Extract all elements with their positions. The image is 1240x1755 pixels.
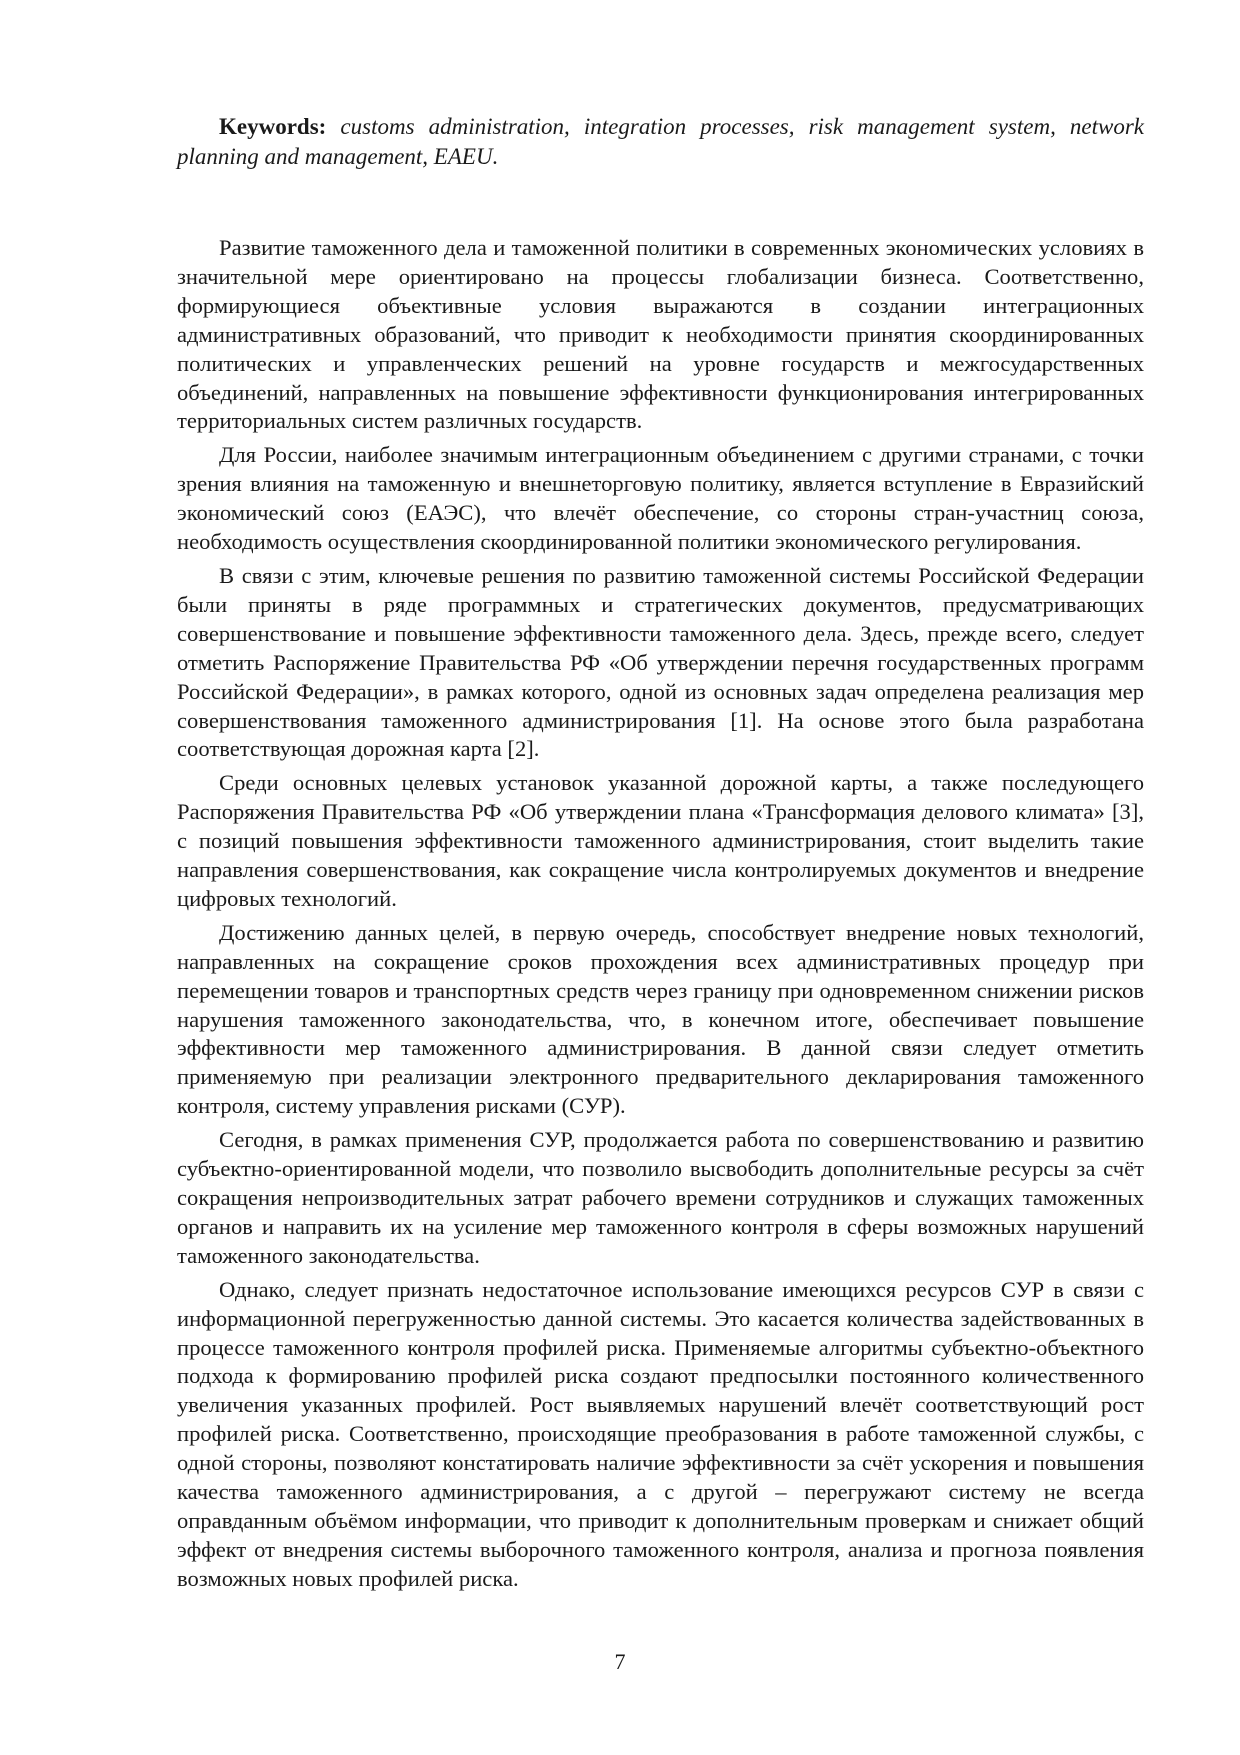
keywords-text: customs administration, integration processes, risk management system, network planning and management, EAEU.	[177, 114, 1144, 169]
article-body	[177, 234, 1144, 1594]
paragraph: Среди основных целевых установок указанной дорожной карты, а также последующего Распоряжения Правительства РФ «Об утверждении плана «Трансформация делового климата» [3], с позиций повышения эффективности таможенного администрирования, стоит выделить такие направления совершенствования, как сокращение числа контролируемых документов и внедрение цифровых технологий.	[177, 770, 1144, 911]
paragraph: Достижению данных целей, в первую очередь, способствует внедрение новых технологий, направленных на сокращение сроков прохождения всех административных процедур при перемещении товаров и транспортных средств через границу при одновременном снижении рисков нарушения таможенного законодательства, что, в конечном итоге, обеспечивает повышение эффективности мер таможенного администрирования. В данной связи следует отметить применяемую при реализации электронного предварительного декларирования таможенного контроля, систему управления рисками (СУР).	[177, 919, 1144, 1119]
paragraph: Развитие таможенного дела и таможенной политики в современных экономических условиях в значительной мере ориентировано на процессы глобализации бизнеса. Соответственно, формирующиеся объективные условия выражаются в создании интеграционных административных образований, что приводит к необходимости принятия скоординированных политических и управленческих решений на уровне государств и межгосударственных объединений, направленных на повышение эффективности функционирования интегрированных территориальных систем различных государств.	[177, 235, 1144, 434]
paragraph: Однако, следует признать недостаточное использование имеющихся ресурсов СУР в связи с информационной перегруженностью данной системы. Это касается количества задействованных в процессе таможенного контроля профилей риска. Применяемые алгоритмы субъектно-объектного подхода к формированию профилей риска создают предпосылки постоянного количественного увеличения указанных профилей. Рост выявляемых нарушений влечёт соответствующий рост профилей риска. Соответственно, происходящие преобразования в работе таможенной службы, с одной стороны, позволяют констатировать наличие эффективности за счёт ускорения и повышения качества таможенного администрирования, а с другой – перегружают систему не всегда оправданным объёмом информации, что приводит к дополнительным проверкам и снижает общий эффект от внедрения системы выборочного таможенного контроля, анализа и прогноза появления возможных новых профилей риска.	[177, 1276, 1144, 1591]
page-number: 7	[614, 1649, 626, 1674]
keywords-label: Keywords:	[219, 114, 327, 139]
paragraph: Сегодня, в рамках применения СУР, продолжается работа по совершенствованию и развитию субъектно-ориентированной модели, что позволило высвободить дополнительные ресурсы за счёт сокращения непроизводительных затрат рабочего времени сотрудников и служащих таможенных органов и направить их на усиление мер таможенного контроля в сферы возможных нарушений таможенного законодательства.	[177, 1127, 1144, 1268]
keywords-line	[177, 112, 1144, 172]
paragraph: Для России, наиболее значимым интеграционным объединением с другими странами, с точки зрения влияния на таможенную и внешнеторговую политику, является вступление в Евразийский экономический союз (ЕАЭС), что влечёт обеспечение, со стороны стран-участниц союза, необходимость осуществления скоординированной политики экономического регулирования.	[177, 442, 1144, 555]
page-content	[177, 112, 1144, 1599]
paragraph: В связи с этим, ключевые решения по развитию таможенной системы Российской Федерации были приняты в ряде программных и стратегических документов, предусматривающих совершенствование и повышение эффективности таможенного дела. Здесь, прежде всего, следует отметить Распоряжение Правительства РФ «Об утверждении перечня государственных программ Российской Федерации», в рамках которого, одной из основных задач определена реализация мер совершенствования таможенного администрирования [1]. На основе этого была разработана соответствующая дорожная карта [2].	[177, 562, 1144, 762]
